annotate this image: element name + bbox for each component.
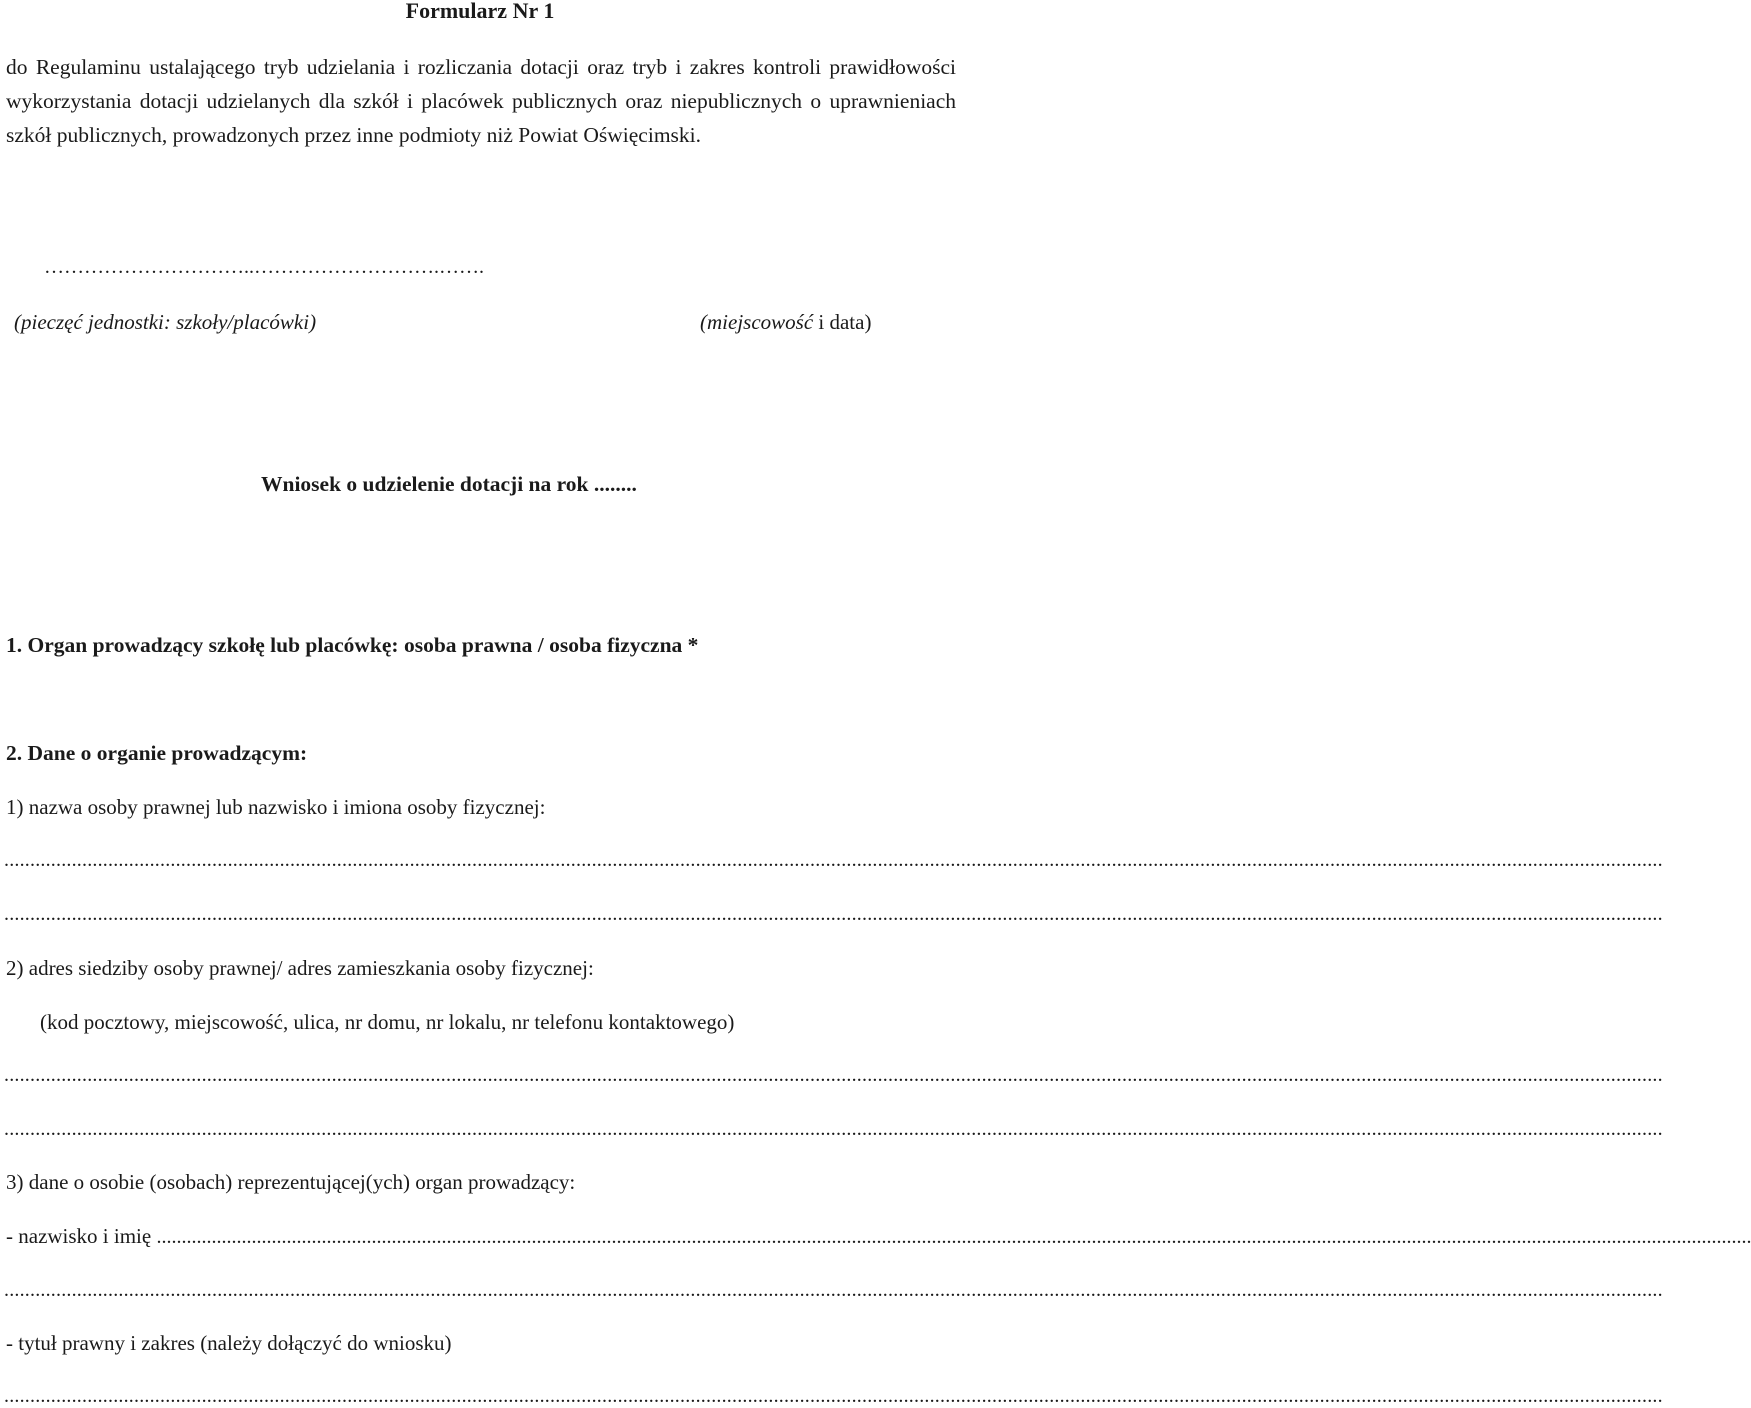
place-date-label <box>700 310 871 335</box>
intro-paragraph: do Regulaminu ustalającego tryb udzielania i rozliczania dotacji oraz tryb i zakres kontroli prawidłowości wykorzystania dotacji udzielanych dla szkół i placówek publicznych oraz niepublicznych o uprawnieniach szkół publicznych, prowadzonych przez inne podmioty niż Powiat Oświęcimski. <box>6 55 956 147</box>
item-2-label: 2) adres siedziby osoby prawnej/ adres zamieszkania osoby fizycznej: <box>6 956 594 980</box>
place-label-rest: i data) <box>813 310 872 334</box>
stamp-label: (pieczęć jednostki: szkoły/placówki) <box>14 310 317 334</box>
item-1-fill-line-1[interactable]: ............................................................................................................................................................................................................................................................................................................................... <box>4 849 1663 871</box>
application-heading: Wniosek o udzielenie dotacji na rok ........ <box>261 472 637 496</box>
form-title: Formularz Nr 1 <box>405 0 555 23</box>
item-2-fill-line-2[interactable]: ............................................................................................................................................................................................................................................................................................................................... <box>4 1118 1663 1140</box>
item-3-label: 3) dane o osobie (osobach) reprezentującej(ych) organ prowadzący: <box>6 1170 576 1194</box>
name-fill-line[interactable]: ............................................................................................................................................................................................................................................................................................................................... <box>156 1226 1751 1248</box>
section-2-heading: 2. Dane o organie prowadzącym: <box>6 741 308 765</box>
name-row <box>6 1224 1751 1249</box>
legal-title-fill-line[interactable]: ............................................................................................................................................................................................................................................................................................................................... <box>4 1385 1663 1407</box>
item-1-label: 1) nazwa osoby prawnej lub nazwisko i imiona osoby fizycznej: <box>6 795 546 819</box>
item-1-fill-line-2[interactable]: ............................................................................................................................................................................................................................................................................................................................... <box>4 903 1663 925</box>
stamp-dotted-line: …………………………..……………………….……. <box>44 256 484 278</box>
item-2-fill-line-1[interactable]: ............................................................................................................................................................................................................................................................................................................................... <box>4 1064 1663 1086</box>
section-1-heading: 1. Organ prowadzący szkołę lub placówkę: osoba prawna / osoba fizyczna * <box>6 633 699 657</box>
legal-title-label: - tytuł prawny i zakres (należy dołączyć do wniosku) <box>6 1331 452 1355</box>
name-label: - nazwisko i imię <box>6 1224 157 1248</box>
place-label-italic: (miejscowość <box>700 310 814 334</box>
name-fill-line-2[interactable]: ............................................................................................................................................................................................................................................................................................................................... <box>4 1279 1663 1301</box>
item-2-hint: (kod pocztowy, miejscowość, ulica, nr domu, nr lokalu, nr telefonu kontaktowego) <box>40 1010 735 1034</box>
